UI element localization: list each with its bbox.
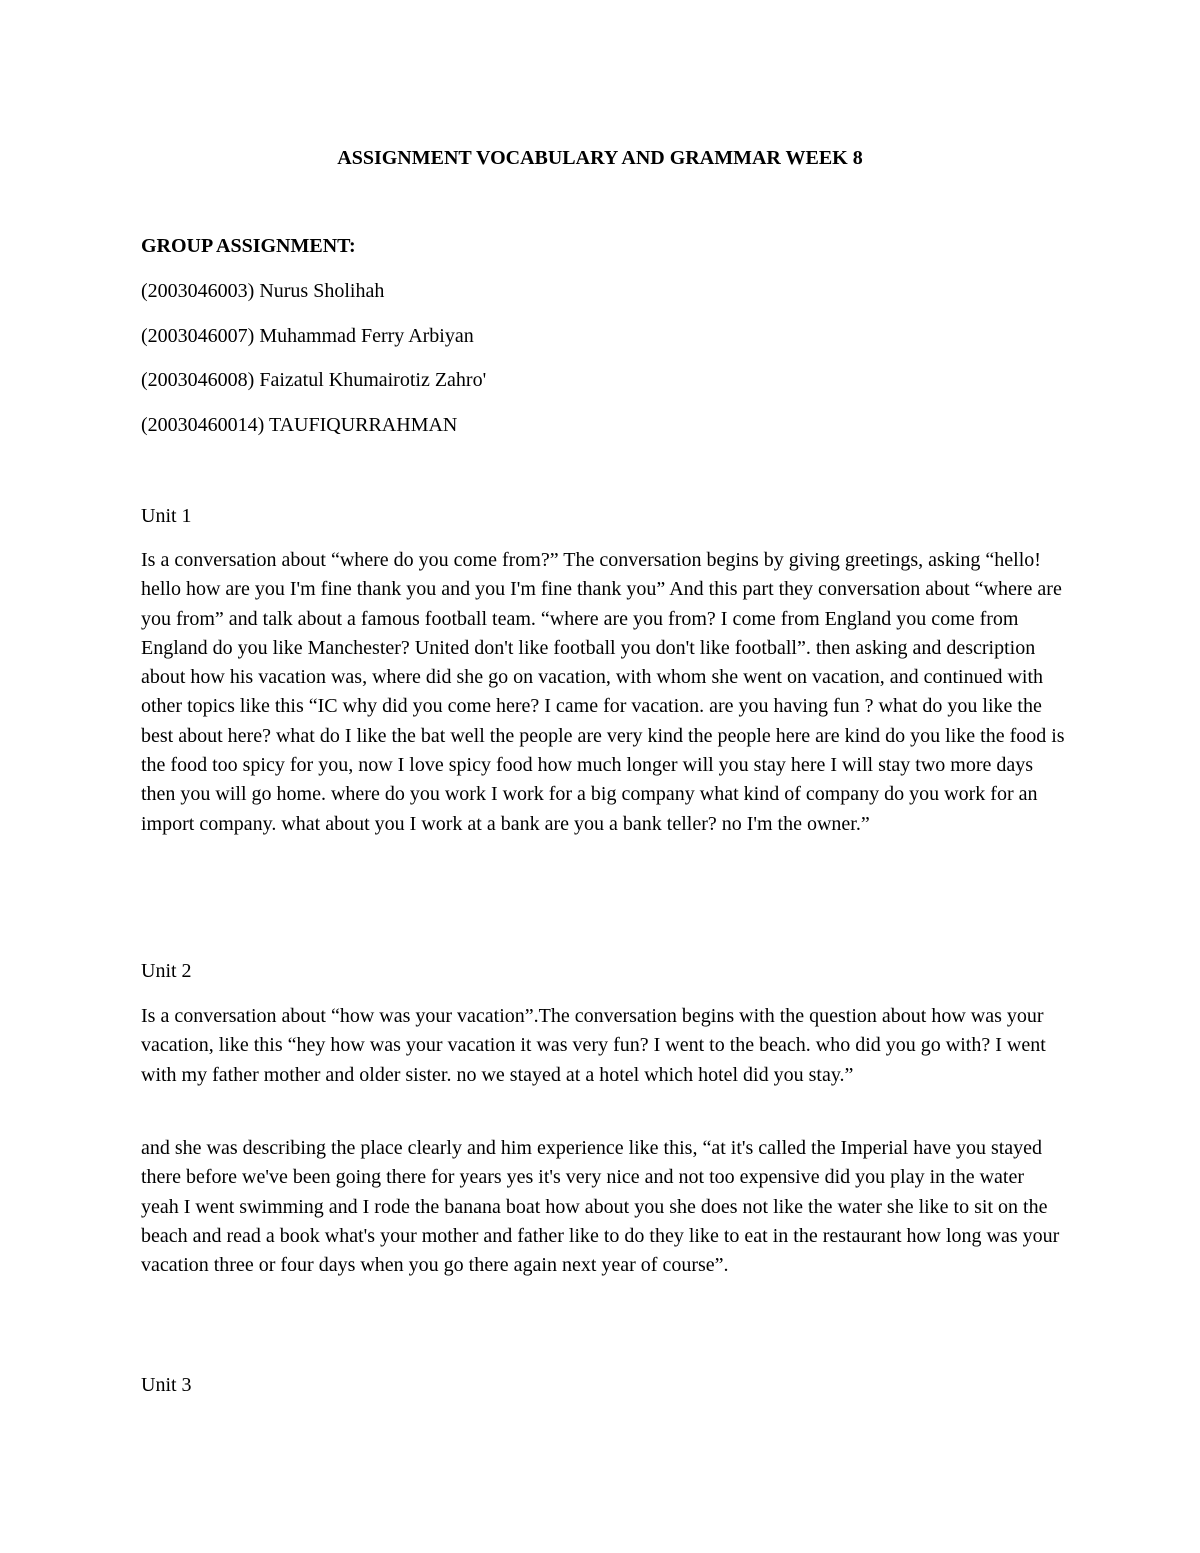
- member-item: (20030460014) TAUFIQURRAHMAN: [141, 414, 458, 436]
- unit-2-paragraph-2: and she was describing the place clearly and him experience like this, “at it's called the Imperial have you stayed there before we've been going there for years yes it's very nice and not too expensive did you play in the water yeah I went swimming and I rode the banana boat how about you she does not like the water she like to sit on the beach and read a book what's your mother and father like to do they like to eat in the restaurant how long was your vacation three or four days when you go there again next year of course”.: [141, 1137, 1060, 1277]
- member-item: (2003046007) Muhammad Ferry Arbiyan: [141, 325, 474, 347]
- unit-3-title: Unit 3: [141, 1374, 192, 1396]
- unit-1-title: Unit 1: [141, 505, 192, 527]
- member-item: (2003046003) Nurus Sholihah: [141, 280, 385, 302]
- group-assignment-heading: GROUP ASSIGNMENT:: [141, 235, 356, 257]
- document-title: ASSIGNMENT VOCABULARY AND GRAMMAR WEEK 8: [337, 147, 863, 169]
- unit-1-paragraph: Is a conversation about “where do you come from?” The conversation begins by giving greetings, asking “hello! hello how are you I'm fine thank you and you I'm fine thank you” And this part they conversation about “where are you from” and talk about a famous football team. “where are you from? I come from England you come from England do you like Manchester? United don't like football you don't like football”. then asking and description about how his vacation was, where did she go on vacation, with whom she went on vacation, and continued with other topics like this “IC why did you come here? I came for vacation. are you having fun ? what do you like the best about here? what do I like the bat well the people are very kind the people here are kind do you like the food is the food too spicy for you, now I love spicy food how much longer will you stay here I will stay two more days then you will go home. where do you work I work for a big company what kind of company do you work for an import company. what about you I work at a bank are you a bank teller? no I'm the owner.”: [141, 549, 1065, 835]
- unit-2-title: Unit 2: [141, 960, 192, 982]
- member-item: (2003046008) Faizatul Khumairotiz Zahro': [141, 369, 487, 391]
- unit-2-paragraph-1: Is a conversation about “how was your vacation”.The conversation begins with the question about how was your vacation, like this “hey how was your vacation it was very fun? I went to the beach. who did you go with? I went with my father mother and older sister. no we stayed at a hotel which hotel did you stay.”: [141, 1005, 1046, 1086]
